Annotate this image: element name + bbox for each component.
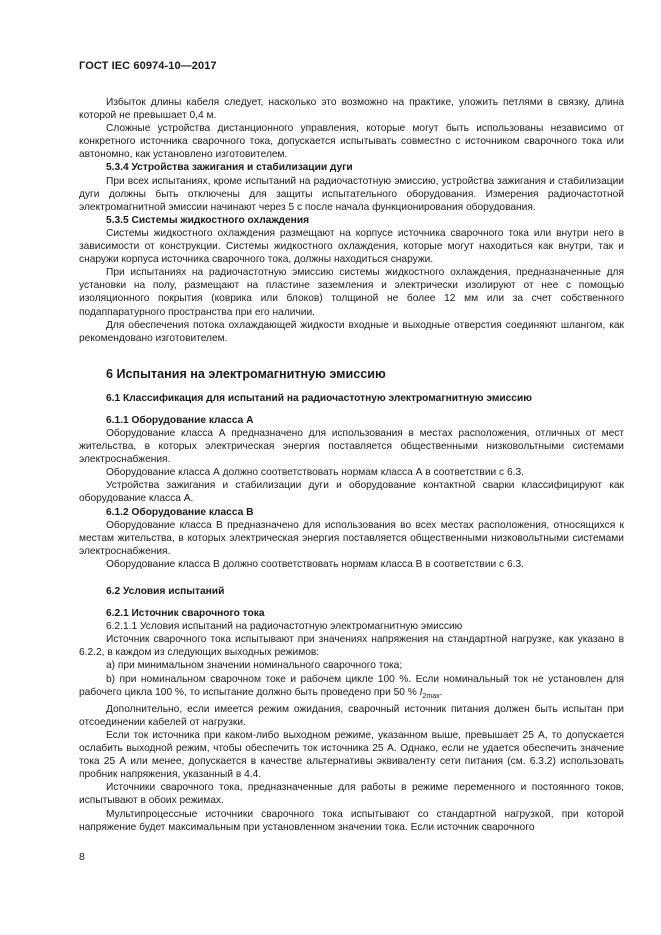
paragraph: При всех испытаниях, кроме испытаний на радиочастотную эмиссию, устройства зажигания и стабилизации дуги должны быть отключены для защиты испытательного оборудования. Измерения радиочастотной электромагнитной эмиссии начинают через 5 с после начала функционирования оборудования. xyxy=(79,175,624,213)
section-heading-6-1-1: 6.1.1 Оборудование класса А xyxy=(106,414,254,426)
paragraph: Оборудование класса В предназначено для использования во всех местах расположения, относящихся к местам жительства, в которых электрическая энергия поставляется общественными низковольтными системами электроснабжения. xyxy=(79,519,624,557)
section-heading-5-3-4: 5.3.4 Устройства зажигания и стабилизации дуги xyxy=(106,162,353,174)
document-header: ГОСТ IEC 60974-10—2017 xyxy=(79,60,217,72)
section-heading-6: 6 Испытания на электромагнитную эмиссию xyxy=(106,366,386,381)
paragraph: Дополнительно, если имеется режим ожидания, сварочный источник питания должен быть испытан при отсоединении кабелей от нагрузки. xyxy=(79,703,624,728)
list-item-b xyxy=(79,673,624,703)
paragraph: Для обеспечения потока охлаждающей жидкости входные и выходные отверстия соединяют шлангом, как рекомендовано изготовителем. xyxy=(79,319,624,344)
paragraph: Избыток длины кабеля следует, насколько это возможно на практике, уложить петлями в связку, длина которой не превышает 0,4 м. xyxy=(79,97,624,122)
document-body xyxy=(79,96,624,834)
paragraph: Источник сварочного тока испытывают при значениях напряжения на стандартной нагрузке, как указано в 6.2.2, в каждом из следующих выходных режимов: xyxy=(79,634,624,659)
paragraph: Оборудование класса А предназначено для использования в местах расположения, отличных от мест жительства, в которых электрическая энергия поставляется общественными низковольтными системами электроснабжения. xyxy=(79,427,624,466)
paragraph: Если ток источника при каком-либо выходном режиме, указанном выше, превышает 25 А, то допускается ослабить выходной режим, чтобы обеспечить ток источника 25 А. Однако, если не удается обеспечить значение тока 25 А или менее, допускается в качестве альтернативы эквиваленту сети питания (см. 6.3.2) использовать пробник напряжения, указанный в 4.4. xyxy=(79,729,624,781)
section-heading-6-2-1: 6.2.1 Источник сварочного тока xyxy=(106,608,265,620)
subsection-label: 6.2.1.1 Условия испытаний на радиочастотную электромагнитную эмиссию xyxy=(106,621,463,633)
paragraph: Оборудование класса В должно соответствовать нормам класса В в соответствии с 6.3. xyxy=(106,558,524,570)
paragraph: При испытаниях на радиочастотную эмиссию системы жидкостного охлаждения, предназначенные для установки на полу, размещают на пластине заземления и электрически изолируют от нее с помощью изоляционного покрытия (коврика или блоков) толщиной не более 12 мм или за счет собственного подаппаратурного пространства при его наличии. xyxy=(79,267,624,318)
section-heading-5-3-5: 5.3.5 Системы жидкостного охлаждения xyxy=(106,214,310,226)
section-heading-6-2: 6.2 Условия испытаний xyxy=(106,586,225,597)
paragraph: Оборудование класса А должно соответствовать нормам класса А в соответствии с 6.3. xyxy=(106,467,524,479)
list-item-b-text: b) при номинальном сварочном токе и рабочем цикле 100 %. Если номинальный ток не установлен для рабочего цикла 100 %, то испытание должно быть проведено при 50 % xyxy=(79,673,624,698)
current-symbol: I xyxy=(419,686,423,698)
paragraph: Системы жидкостного охлаждения размещают на корпусе источника сварочного тока или внутри него в зависимости от конструкции. Системы жидкостного охлаждения, которые могут находиться как внутри, так и снаружи корпуса источника сварочного тока, должны находиться снаружи. xyxy=(79,227,624,266)
section-heading-6-1-2: 6.1.2 Оборудование класса В xyxy=(106,506,254,518)
current-symbol-subscript: 2max xyxy=(422,692,440,700)
paragraph: Сложные устройства дистанционного управления, которые могут быть использованы независимо от конкретного источника сварочного тока, допускается испытывать совместно с источником сварочного тока или автономно, как установлено изготовителем. xyxy=(79,123,624,161)
paragraph: Устройства зажигания и стабилизации дуги и оборудование контактной сварки классифицируют как оборудование класса А. xyxy=(79,480,624,505)
page-number: 8 xyxy=(79,851,85,863)
paragraph: Мультипроцессные источники сварочного тока испытывают со стандартной нагрузкой, при которой напряжение будет максимальным при установленном значении тока. Если источник сварочного xyxy=(79,808,624,833)
list-item-b-end: . xyxy=(439,686,443,698)
section-heading-6-1: 6.1 Классификация для испытаний на радиочастотную электромагнитную эмиссию xyxy=(106,392,532,404)
list-item-a: a) при минимальном значении номинального сварочного тока; xyxy=(106,660,403,672)
paragraph: Источники сварочного тока, предназначенные для работы в режиме переменного и постоянного токов, испытывают в обоих режимах. xyxy=(79,782,624,807)
